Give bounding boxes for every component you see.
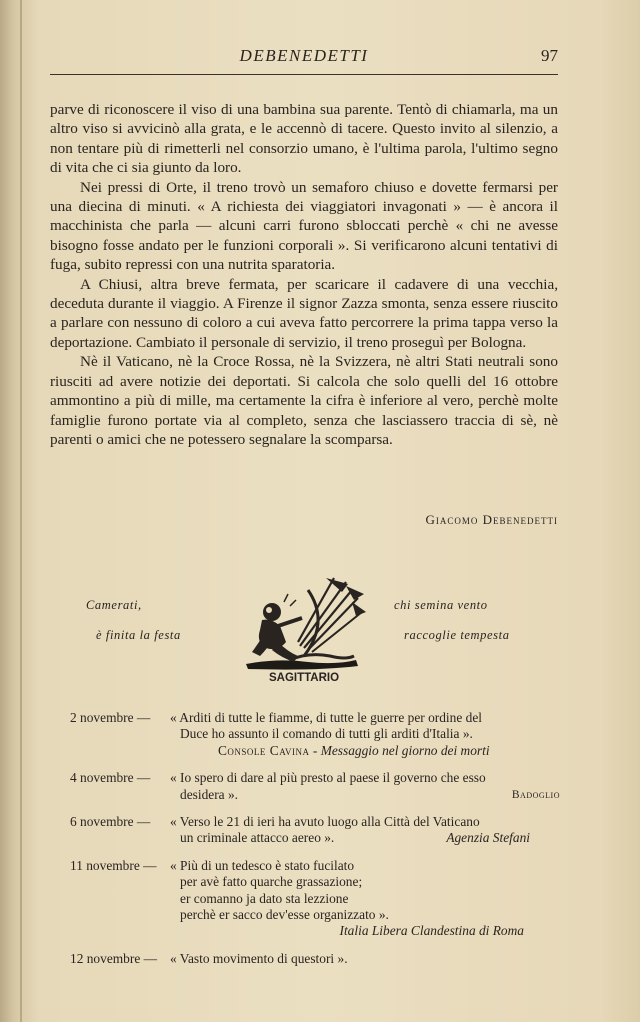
quote-line: « Vasto movimento di questori ». [170,950,348,966]
entry-attribution [170,743,560,759]
motto-left-line-2: è finita la festa [96,628,181,642]
chronicle-entry [50,770,560,803]
quote-line: « Più di un tedesco è stato fucilato [170,857,355,873]
attribution-work: Messaggio nel giorno dei morti [320,742,490,758]
paragraph: Nè il Vaticano, nè la Croce Rossa, nè la Svizzera, nè altri Stati neutrali sono riusciti ad avere notizie dei deportati. Si calcola che solo quelli del 16 ottobre ammontino a più di mille, ma certamente la cifra è inferiore al vero, perchè molte famiglie furono portate via al completo, senza che lasciassero traccia di sè, nè parenti o amici che ne potessero segnalare la scomparsa. [50,353,558,448]
emblem-title: SAGITTARIO [268,672,340,684]
quote-line: per avè fatto quarche grassazione; [180,874,363,890]
quote-line: perchè er sacco dev'esse organizzato ». [180,907,389,923]
entry-date: 2 novembre — [70,710,151,725]
motto-right-line-2: raccoglie tempesta [404,628,510,642]
page-number: 97 [541,46,558,65]
quote-line [170,830,560,846]
chronicle-entry [50,814,560,847]
chronicle-entry [50,858,560,940]
paragraph: A Chiusi, altra breve fermata, per scaricare il cadavere di una vecchia, deceduta durante il viaggio. A Firenze il signor Zazza smonta, senza essere riuscito a parlare con nessuno di coloro a cui aveva fatto percorrere la prima tappa verso la deportazione. Cambiato il personale di servizio, il treno proseguì per Bologna. [50,275,558,351]
attribution-name: Badoglio [511,788,560,801]
entry-date: 4 novembre — [70,770,151,786]
motto-left-line-1: Camerati, [86,598,142,612]
attribution-name: Console Cavina [218,742,310,758]
quote-line: « Io spero di dare al più presto al paese il governo che esso [170,770,486,786]
entry-date: 12 novembre — [70,950,158,966]
chronicle-list [50,710,560,978]
article-body [50,100,558,449]
paragraph: parve di riconoscere il viso di una bambina sua parente. Tentò di chiamarla, ma un altro viso si avvicinò alla grata, e le accennò di tacere. Questo invito al silenzio, a non tentare più di rimetterli nel consorzio umano, è l'ultima parola, l'ultimo segno di vita che ci sia giunto da loro. [50,101,558,177]
page-header [50,44,558,75]
quote-line [170,787,560,803]
paragraph: Nei pressi di Orte, il treno trovò un semaforo chiuso e dovette fermarsi per una diecina di minuti. « A richiesta dei viaggiatori invagonati » — è ancora il macchinista che parla — alcuni carri furono sbloccati perchè « chi ne avesse bisogno fosse andato per le funzioni corporali ». Si verificarono alcuni tentativi di fuga, subito repressi con una nutrita sparatoria. [50,178,558,274]
author-signature: Giacomo Debenedetti [425,512,558,527]
quote-text: desidera ». [180,786,239,802]
quote-line: « Arditi di tutte le fiamme, di tutte le guerre per ordine del [170,710,482,725]
entry-date: 11 novembre — [70,857,157,873]
attribution-work: Agenzia Stefani [446,830,530,846]
quote-text: un criminale attacco aereo ». [180,830,335,846]
quote-line: er comanno ja dato sta lezzione [180,890,349,906]
archer-illustration-icon [238,572,370,672]
attribution-separator: - [309,742,321,758]
chronicle-entry [50,710,560,759]
attribution-work: Italia Libera Clandestina di Roma [339,923,524,939]
quote-line: Duce ho assunto il comando di tutti gli arditi d'Italia ». [180,726,473,742]
gutter-shadow [20,0,22,1022]
motto-right-line-1: chi semina vento [394,598,488,612]
quote-line: « Verso le 21 di ieri ha avuto luogo alla Città del Vaticano [170,814,480,830]
entry-date: 6 novembre — [70,814,151,830]
chronicle-entry [50,951,560,967]
running-head: DEBENEDETTI [239,46,369,65]
